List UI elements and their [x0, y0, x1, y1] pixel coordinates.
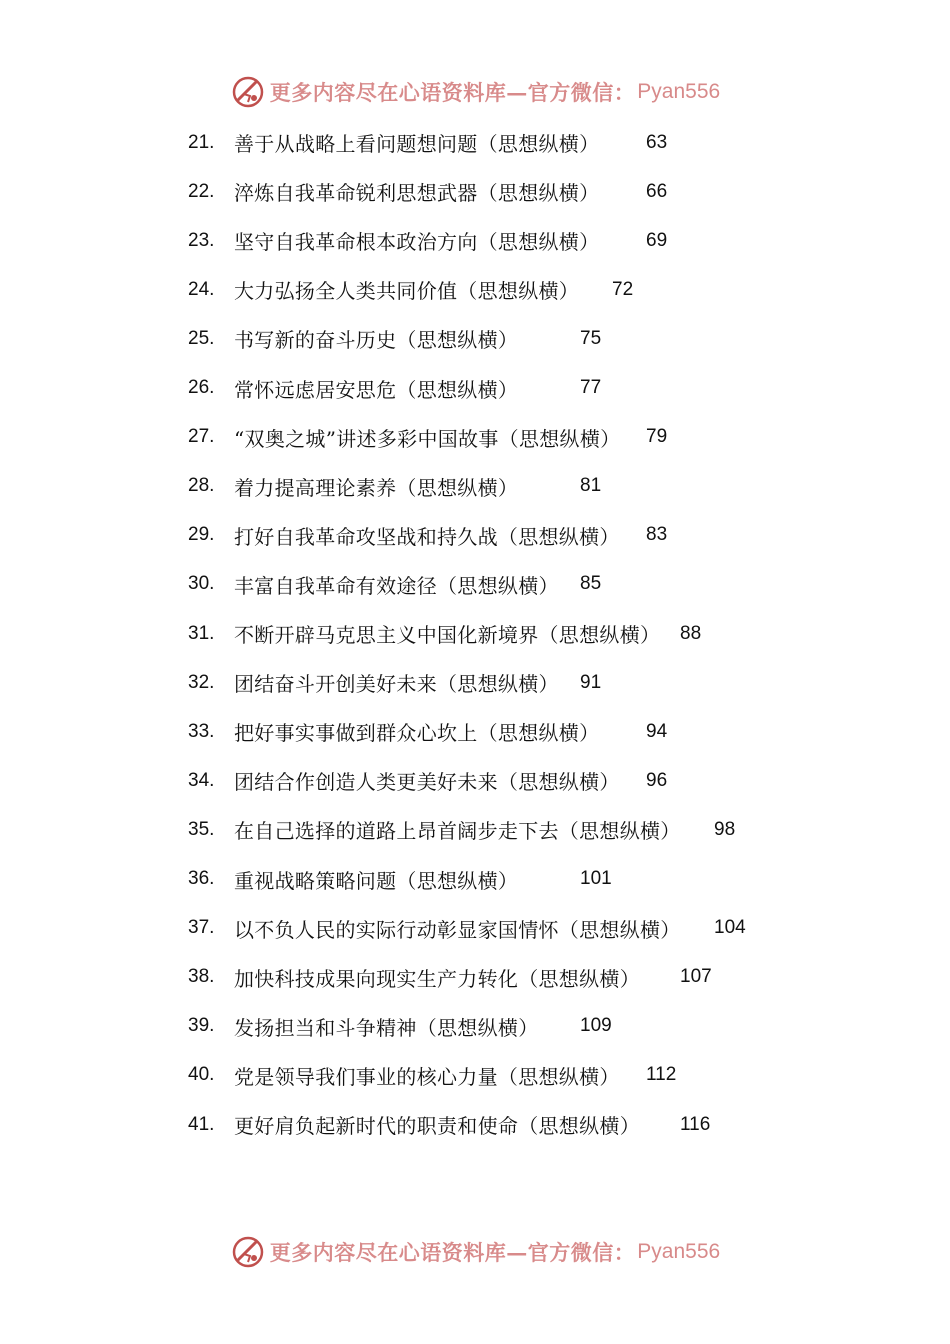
toc-entry[interactable] [0, 658, 950, 707]
watermark-wechat-id: Pyan556 [637, 1240, 721, 1263]
toc-entry[interactable] [0, 1051, 950, 1100]
toc-entry-title: 淬炼自我革命锐利思想武器（思想纵横） [234, 181, 600, 206]
toc-entry-title: “双奥之城”讲述多彩中国故事（思想纵横） [234, 426, 621, 451]
toc-entry-page: 91 [580, 671, 602, 693]
toc-entry-number: 41. [188, 1113, 215, 1135]
watermark-text: 更多内容尽在心语资料库—官方微信： [269, 1240, 636, 1265]
toc-entry-number: 29. [188, 524, 215, 546]
toc-entry[interactable] [0, 609, 950, 658]
toc-entry[interactable] [0, 118, 950, 167]
toc-entry-title: 常怀远虑居安思危（思想纵横） [234, 377, 519, 402]
watermark-logo-icon [230, 1234, 266, 1270]
toc-entry-page: 112 [646, 1064, 677, 1086]
toc-entry-page: 88 [680, 622, 702, 644]
toc-entry-number: 26. [188, 377, 215, 398]
toc-entry-title: 着力提高理论素养（思想纵横） [234, 475, 519, 500]
toc-entry-page: 94 [646, 720, 668, 742]
toc-entry-page: 66 [646, 180, 668, 202]
toc-entry-page: 109 [580, 1015, 612, 1037]
toc-entry-number: 30. [188, 573, 215, 595]
toc-entry[interactable] [0, 167, 950, 216]
toc-entry-number: 28. [188, 475, 215, 497]
footer-watermark [0, 1230, 950, 1274]
toc-entry-page: 107 [680, 966, 712, 988]
toc-entry-title: 加快科技成果向现实生产力转化（思想纵横） [234, 966, 640, 991]
toc-entry[interactable] [0, 511, 950, 560]
toc-entry-number: 22. [188, 180, 215, 202]
toc-entry-page: 98 [714, 818, 736, 840]
header-watermark [0, 70, 950, 114]
toc-entry-page: 101 [580, 868, 612, 889]
toc-entry-page: 72 [612, 278, 634, 300]
toc-entry-title: 更好肩负起新时代的职责和使命（思想纵横） [234, 1114, 640, 1138]
toc-entry-title: 团结奋斗开创美好未来（思想纵横） [234, 672, 559, 697]
toc-entry-title: 重视战略策略问题（思想纵横） [234, 868, 519, 893]
toc-entry-title: 善于从战略上看问题想问题（思想纵横） [234, 132, 600, 156]
toc-entry-title: 在自己选择的道路上昂首阔步走下去（思想纵横） [234, 819, 681, 844]
toc-entry[interactable] [0, 314, 950, 363]
toc-entry-number: 23. [188, 229, 215, 251]
toc-entry[interactable] [0, 953, 950, 1002]
toc-entry[interactable] [0, 904, 950, 953]
toc-entry[interactable] [0, 560, 950, 609]
toc-entry[interactable] [0, 1002, 950, 1051]
toc-entry-title: 不断开辟马克思主义中国化新境界（思想纵横） [234, 623, 661, 647]
watermark-wechat-id: Pyan556 [637, 80, 721, 103]
toc-entry-title: 坚守自我革命根本政治方向（思想纵横） [234, 230, 600, 255]
toc-entry[interactable] [0, 462, 950, 511]
toc-entry[interactable] [0, 855, 950, 904]
toc-entry-page: 83 [646, 524, 668, 546]
toc-entry-page: 75 [580, 327, 602, 349]
toc-entry-title: 书写新的奋斗历史（思想纵横） [234, 328, 519, 353]
toc-entry-number: 33. [188, 720, 215, 742]
toc-entry-title: 丰富自我革命有效途径（思想纵横） [234, 573, 559, 598]
toc-entry-page: 85 [580, 573, 602, 595]
toc-entry[interactable] [0, 413, 950, 462]
watermark-logo-icon [230, 74, 266, 110]
toc-entry-page: 81 [580, 475, 602, 497]
toc-entry-page: 79 [646, 426, 668, 448]
toc-entry-number: 27. [188, 426, 215, 448]
toc-entry-title: 发扬担当和斗争精神（思想纵横） [234, 1015, 539, 1040]
toc-entry-page: 96 [646, 769, 668, 791]
toc-entry-title: 大力弘扬全人类共同价值（思想纵横） [234, 279, 580, 304]
toc-entry[interactable] [0, 805, 950, 854]
toc-entry-number: 34. [188, 769, 215, 791]
toc-entry-number: 25. [188, 327, 215, 349]
toc-entry[interactable] [0, 216, 950, 265]
toc-entry-number: 37. [188, 917, 215, 939]
toc-entry-number: 31. [188, 622, 215, 644]
toc-entry-title: 把好事实事做到群众心坎上（思想纵横） [234, 721, 600, 746]
toc-entry-number: 24. [188, 278, 215, 300]
toc-entry-number: 38. [188, 966, 215, 988]
toc-entry-page: 77 [580, 377, 602, 398]
watermark-text: 更多内容尽在心语资料库—官方微信： [269, 80, 636, 105]
toc-entry-page: 69 [646, 229, 668, 251]
toc-entry-number: 32. [188, 671, 215, 693]
toc-entry-page: 116 [680, 1113, 711, 1135]
toc-entry[interactable] [0, 265, 950, 314]
toc-entry[interactable] [0, 707, 950, 756]
toc-entry-title: 打好自我革命攻坚战和持久战（思想纵横） [234, 524, 620, 549]
toc-entry-number: 36. [188, 868, 215, 889]
toc-entry[interactable] [0, 756, 950, 805]
toc-entry-title: 党是领导我们事业的核心力量（思想纵横） [234, 1064, 620, 1089]
toc-entry[interactable] [0, 1100, 950, 1149]
toc-entry-page: 63 [646, 131, 668, 153]
toc-entry-title: 以不负人民的实际行动彰显家国情怀（思想纵横） [234, 917, 681, 942]
toc-entry-number: 35. [188, 818, 215, 840]
toc-entry-number: 39. [188, 1015, 215, 1037]
toc-entry-number: 21. [188, 131, 215, 153]
toc-entry-number: 40. [188, 1064, 215, 1086]
toc-entry-title: 团结合作创造人类更美好未来（思想纵横） [234, 770, 620, 795]
toc-entry-page: 104 [714, 917, 746, 939]
toc-entry[interactable] [0, 364, 950, 413]
